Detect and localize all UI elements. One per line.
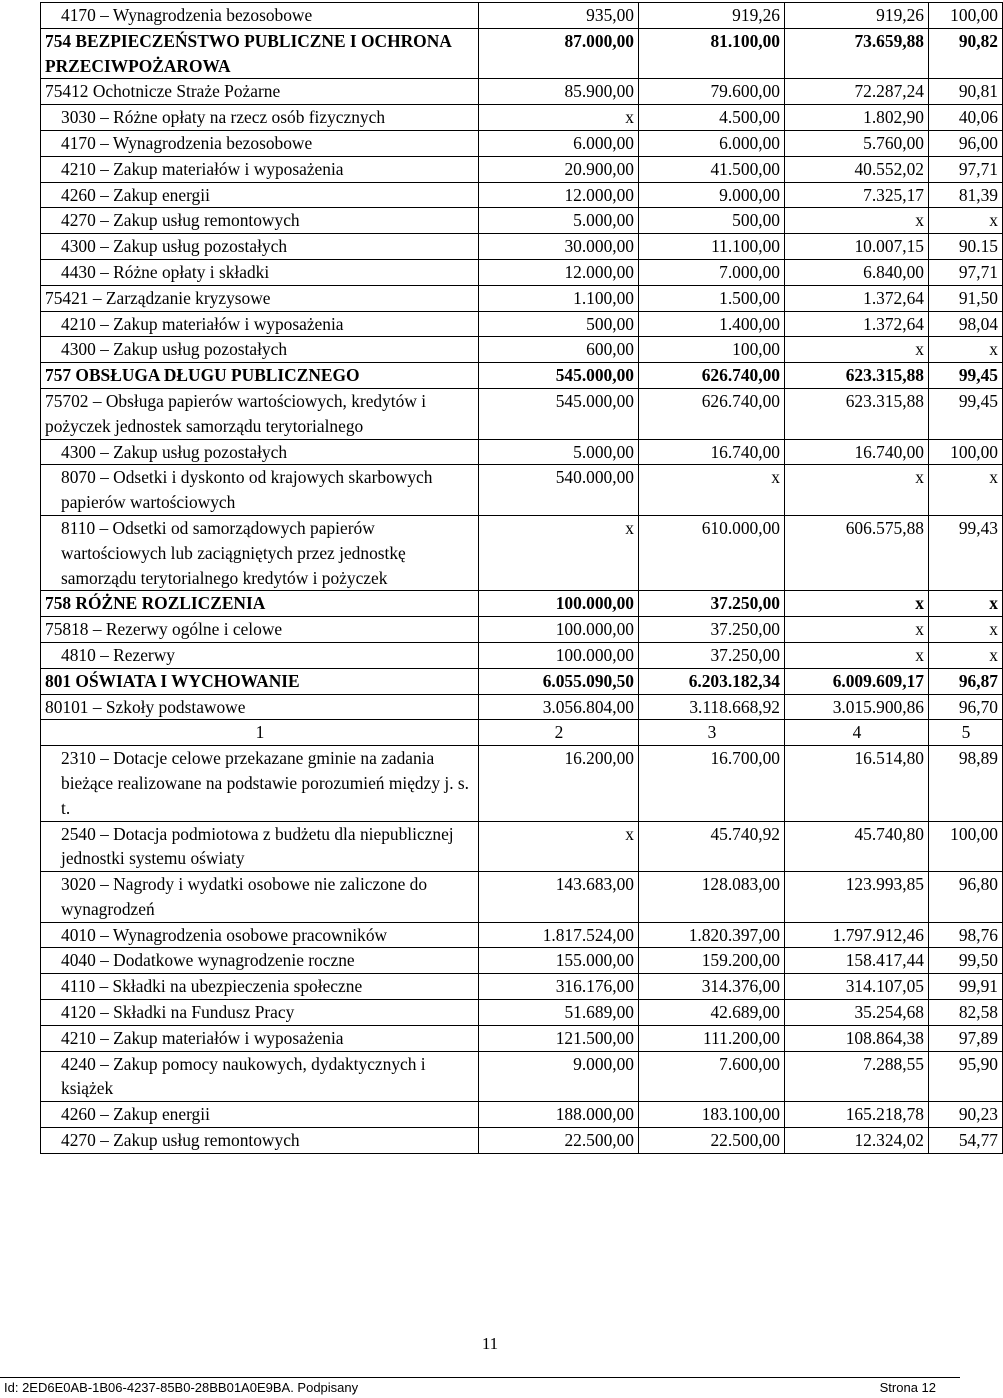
execution-value: 108.864,38 xyxy=(785,1025,929,1051)
plan-value: x xyxy=(479,821,639,872)
execution-value: x xyxy=(785,465,929,516)
row-label: 4170 – Wynagrodzenia bezosobowe xyxy=(41,3,479,29)
percent-value: 90,23 xyxy=(929,1102,1003,1128)
plan-after-changes-value: 626.740,00 xyxy=(639,388,785,439)
row-label: 1 xyxy=(41,720,479,746)
plan-value: 100.000,00 xyxy=(479,642,639,668)
table-body xyxy=(41,3,1003,1154)
row-label: 4300 – Zakup usług pozostałych xyxy=(41,234,479,260)
plan-after-changes-value: 16.700,00 xyxy=(639,746,785,821)
plan-value: 22.500,00 xyxy=(479,1128,639,1154)
row-label: 4260 – Zakup energii xyxy=(41,1102,479,1128)
execution-value: 165.218,78 xyxy=(785,1102,929,1128)
execution-value: 45.740,80 xyxy=(785,821,929,872)
plan-after-changes-value: 183.100,00 xyxy=(639,1102,785,1128)
plan-value: 9.000,00 xyxy=(479,1051,639,1102)
plan-after-changes-value: 1.500,00 xyxy=(639,285,785,311)
table-row xyxy=(41,439,1003,465)
row-label: 2310 – Dotacje celowe przekazane gminie na zadania bieżące realizowane na podstawie porozumień między j. s. t. xyxy=(41,746,479,821)
plan-value: 16.200,00 xyxy=(479,746,639,821)
execution-value: 123.993,85 xyxy=(785,872,929,923)
plan-after-changes-value: 11.100,00 xyxy=(639,234,785,260)
plan-value: 85.900,00 xyxy=(479,79,639,105)
percent-value: 97,71 xyxy=(929,259,1003,285)
execution-value: 919,26 xyxy=(785,3,929,29)
plan-value: 545.000,00 xyxy=(479,363,639,389)
table-row xyxy=(41,642,1003,668)
plan-value: x xyxy=(479,515,639,590)
plan-value: 100.000,00 xyxy=(479,617,639,643)
plan-after-changes-value: 9.000,00 xyxy=(639,182,785,208)
plan-after-changes-value: 3 xyxy=(639,720,785,746)
row-label: 75421 – Zarządzanie kryzysowe xyxy=(41,285,479,311)
execution-value: 4 xyxy=(785,720,929,746)
row-label: 4300 – Zakup usług pozostałych xyxy=(41,439,479,465)
row-label: 80101 – Szkoły podstawowe xyxy=(41,694,479,720)
execution-value: 1.797.912,46 xyxy=(785,922,929,948)
percent-value: 54,77 xyxy=(929,1128,1003,1154)
execution-value: 7.325,17 xyxy=(785,182,929,208)
plan-value: 2 xyxy=(479,720,639,746)
row-label: 2540 – Dotacja podmiotowa z budżetu dla niepublicznej jednostki systemu oświaty xyxy=(41,821,479,872)
table-row xyxy=(41,974,1003,1000)
execution-value: 6.840,00 xyxy=(785,259,929,285)
table-row xyxy=(41,3,1003,29)
plan-value: 1.100,00 xyxy=(479,285,639,311)
percent-value: 95,90 xyxy=(929,1051,1003,1102)
plan-value: 5.000,00 xyxy=(479,208,639,234)
table-row xyxy=(41,1128,1003,1154)
percent-value: 98,04 xyxy=(929,311,1003,337)
table-row xyxy=(41,105,1003,131)
plan-value: 100.000,00 xyxy=(479,591,639,617)
table-row xyxy=(41,311,1003,337)
execution-value: x xyxy=(785,591,929,617)
percent-value: 99,43 xyxy=(929,515,1003,590)
row-label: 8110 – Odsetki od samorządowych papierów wartościowych lub zaciągniętych przez jednostkę samorządu terytorialnego kredytów i pożyczek xyxy=(41,515,479,590)
plan-after-changes-value: 100,00 xyxy=(639,337,785,363)
execution-value: 72.287,24 xyxy=(785,79,929,105)
plan-value: 6.000,00 xyxy=(479,130,639,156)
row-label: 4110 – Składki na ubezpieczenia społeczne xyxy=(41,974,479,1000)
execution-value: 73.659,88 xyxy=(785,28,929,79)
table-row xyxy=(41,234,1003,260)
plan-after-changes-value: 4.500,00 xyxy=(639,105,785,131)
plan-value: 155.000,00 xyxy=(479,948,639,974)
plan-after-changes-value: 81.100,00 xyxy=(639,28,785,79)
plan-after-changes-value: 7.000,00 xyxy=(639,259,785,285)
plan-value: 12.000,00 xyxy=(479,259,639,285)
plan-value: 600,00 xyxy=(479,337,639,363)
table-row xyxy=(41,694,1003,720)
execution-value: 623.315,88 xyxy=(785,388,929,439)
execution-value: 5.760,00 xyxy=(785,130,929,156)
plan-value: 12.000,00 xyxy=(479,182,639,208)
plan-after-changes-value: 37.250,00 xyxy=(639,591,785,617)
percent-value: 81,39 xyxy=(929,182,1003,208)
table-row xyxy=(41,285,1003,311)
percent-value: 5 xyxy=(929,720,1003,746)
percent-value: x xyxy=(929,642,1003,668)
plan-after-changes-value: 111.200,00 xyxy=(639,1025,785,1051)
percent-value: 97,89 xyxy=(929,1025,1003,1051)
percent-value: x xyxy=(929,465,1003,516)
percent-value: 96,70 xyxy=(929,694,1003,720)
execution-value: 3.015.900,86 xyxy=(785,694,929,720)
plan-value: 935,00 xyxy=(479,3,639,29)
table-row xyxy=(41,28,1003,79)
plan-value: 540.000,00 xyxy=(479,465,639,516)
row-label: 4040 – Dodatkowe wynagrodzenie roczne xyxy=(41,948,479,974)
plan-after-changes-value: 22.500,00 xyxy=(639,1128,785,1154)
plan-value: 188.000,00 xyxy=(479,1102,639,1128)
plan-value: 5.000,00 xyxy=(479,439,639,465)
table-row xyxy=(41,182,1003,208)
table-row xyxy=(41,821,1003,872)
row-label: 4210 – Zakup materiałów i wyposażenia xyxy=(41,1025,479,1051)
plan-after-changes-value: 128.083,00 xyxy=(639,872,785,923)
row-label: 758 RÓŻNE ROZLICZENIA xyxy=(41,591,479,617)
plan-after-changes-value: 37.250,00 xyxy=(639,617,785,643)
table-row xyxy=(41,465,1003,516)
row-label: 75818 – Rezerwy ogólne i celowe xyxy=(41,617,479,643)
row-label: 4240 – Zakup pomocy naukowych, dydaktycznych i książek xyxy=(41,1051,479,1102)
plan-after-changes-value: 314.376,00 xyxy=(639,974,785,1000)
table-row xyxy=(41,156,1003,182)
execution-value: 10.007,15 xyxy=(785,234,929,260)
plan-value: 500,00 xyxy=(479,311,639,337)
table-row xyxy=(41,515,1003,590)
table-row xyxy=(41,1051,1003,1102)
percent-value: x xyxy=(929,591,1003,617)
plan-after-changes-value: 6.000,00 xyxy=(639,130,785,156)
execution-value: 314.107,05 xyxy=(785,974,929,1000)
plan-after-changes-value: 41.500,00 xyxy=(639,156,785,182)
budget-table xyxy=(40,2,1003,1154)
table-row xyxy=(41,668,1003,694)
plan-after-changes-value: 500,00 xyxy=(639,208,785,234)
table-row xyxy=(41,617,1003,643)
execution-value: 1.802,90 xyxy=(785,105,929,131)
plan-value: 20.900,00 xyxy=(479,156,639,182)
table-row xyxy=(41,388,1003,439)
row-label: 4300 – Zakup usług pozostałych xyxy=(41,337,479,363)
table-row xyxy=(41,746,1003,821)
plan-after-changes-value: x xyxy=(639,465,785,516)
table-row xyxy=(41,79,1003,105)
row-label: 801 OŚWIATA I WYCHOWANIE xyxy=(41,668,479,694)
plan-after-changes-value: 159.200,00 xyxy=(639,948,785,974)
row-label: 4170 – Wynagrodzenia bezosobowe xyxy=(41,130,479,156)
execution-value: 16.740,00 xyxy=(785,439,929,465)
plan-after-changes-value: 42.689,00 xyxy=(639,1000,785,1026)
execution-value: 7.288,55 xyxy=(785,1051,929,1102)
table-row xyxy=(41,337,1003,363)
execution-value: 158.417,44 xyxy=(785,948,929,974)
percent-value: 98,76 xyxy=(929,922,1003,948)
footer-document-id: Id: 2ED6E0AB-1B06-4237-85B0-28BB01A0E9BA. Podpisany xyxy=(4,1380,359,1395)
percent-value: 96,00 xyxy=(929,130,1003,156)
row-label: 4260 – Zakup energii xyxy=(41,182,479,208)
table-row xyxy=(41,872,1003,923)
percent-value: 99,45 xyxy=(929,388,1003,439)
table-row xyxy=(41,1000,1003,1026)
execution-value: x xyxy=(785,337,929,363)
plan-value: 545.000,00 xyxy=(479,388,639,439)
plan-after-changes-value: 610.000,00 xyxy=(639,515,785,590)
execution-value: x xyxy=(785,617,929,643)
row-label: 4270 – Zakup usług remontowych xyxy=(41,1128,479,1154)
percent-value: 40,06 xyxy=(929,105,1003,131)
percent-value: 99,45 xyxy=(929,363,1003,389)
execution-value: 40.552,02 xyxy=(785,156,929,182)
execution-value: 606.575,88 xyxy=(785,515,929,590)
execution-value: 35.254,68 xyxy=(785,1000,929,1026)
plan-after-changes-value: 7.600,00 xyxy=(639,1051,785,1102)
execution-value: 12.324,02 xyxy=(785,1128,929,1154)
row-label: 75412 Ochotnicze Straże Pożarne xyxy=(41,79,479,105)
percent-value: 90.15 xyxy=(929,234,1003,260)
percent-value: 98,89 xyxy=(929,746,1003,821)
row-label: 757 OBSŁUGA DŁUGU PUBLICZNEGO xyxy=(41,363,479,389)
plan-value: 121.500,00 xyxy=(479,1025,639,1051)
percent-value: 96,80 xyxy=(929,872,1003,923)
plan-value: 51.689,00 xyxy=(479,1000,639,1026)
plan-value: 6.055.090,50 xyxy=(479,668,639,694)
percent-value: x xyxy=(929,617,1003,643)
row-label: 4270 – Zakup usług remontowych xyxy=(41,208,479,234)
percent-value: 90,81 xyxy=(929,79,1003,105)
table-row xyxy=(41,259,1003,285)
table-row xyxy=(41,130,1003,156)
percent-value: 100,00 xyxy=(929,3,1003,29)
execution-value: 1.372,64 xyxy=(785,311,929,337)
plan-after-changes-value: 45.740,92 xyxy=(639,821,785,872)
plan-after-changes-value: 16.740,00 xyxy=(639,439,785,465)
plan-after-changes-value: 79.600,00 xyxy=(639,79,785,105)
percent-value: 100,00 xyxy=(929,821,1003,872)
execution-value: 1.372,64 xyxy=(785,285,929,311)
table-row xyxy=(41,1102,1003,1128)
percent-value: x xyxy=(929,208,1003,234)
percent-value: 100,00 xyxy=(929,439,1003,465)
percent-value: 82,58 xyxy=(929,1000,1003,1026)
plan-value: 316.176,00 xyxy=(479,974,639,1000)
plan-after-changes-value: 1.820.397,00 xyxy=(639,922,785,948)
row-label: 75702 – Obsługa papierów wartościowych, kredytów i pożyczek jednostek samorządu terytorialnego xyxy=(41,388,479,439)
table-row xyxy=(41,363,1003,389)
plan-value: 3.056.804,00 xyxy=(479,694,639,720)
plan-value: 143.683,00 xyxy=(479,872,639,923)
table-row xyxy=(41,922,1003,948)
row-label: 4810 – Rezerwy xyxy=(41,642,479,668)
row-label: 4210 – Zakup materiałów i wyposażenia xyxy=(41,311,479,337)
plan-after-changes-value: 6.203.182,34 xyxy=(639,668,785,694)
row-label: 754 BEZPIECZEŃSTWO PUBLICZNE I OCHRONA PRZECIWPOŻAROWA xyxy=(41,28,479,79)
execution-value: 16.514,80 xyxy=(785,746,929,821)
table-row xyxy=(41,591,1003,617)
percent-value: 99,50 xyxy=(929,948,1003,974)
execution-value: x xyxy=(785,208,929,234)
plan-value: 87.000,00 xyxy=(479,28,639,79)
table-row xyxy=(41,948,1003,974)
table-row xyxy=(41,1025,1003,1051)
plan-after-changes-value: 3.118.668,92 xyxy=(639,694,785,720)
percent-value: 99,91 xyxy=(929,974,1003,1000)
column-number-row xyxy=(41,720,1003,746)
footer-page-label: Strona 12 xyxy=(879,1380,936,1395)
execution-value: x xyxy=(785,642,929,668)
percent-value: 91,50 xyxy=(929,285,1003,311)
row-label: 4430 – Różne opłaty i składki xyxy=(41,259,479,285)
plan-value: x xyxy=(479,105,639,131)
plan-after-changes-value: 1.400,00 xyxy=(639,311,785,337)
plan-value: 1.817.524,00 xyxy=(479,922,639,948)
plan-value: 30.000,00 xyxy=(479,234,639,260)
row-label: 4120 – Składki na Fundusz Pracy xyxy=(41,1000,479,1026)
execution-value: 6.009.609,17 xyxy=(785,668,929,694)
plan-after-changes-value: 626.740,00 xyxy=(639,363,785,389)
row-label: 3030 – Różne opłaty na rzecz osób fizycznych xyxy=(41,105,479,131)
row-label: 4010 – Wynagrodzenia osobowe pracowników xyxy=(41,922,479,948)
row-label: 8070 – Odsetki i dyskonto od krajowych skarbowych papierów wartościowych xyxy=(41,465,479,516)
table-row xyxy=(41,208,1003,234)
percent-value: 90,82 xyxy=(929,28,1003,79)
plan-after-changes-value: 919,26 xyxy=(639,3,785,29)
percent-value: x xyxy=(929,337,1003,363)
page-number: 11 xyxy=(481,1334,499,1353)
percent-value: 97,71 xyxy=(929,156,1003,182)
row-label: 4210 – Zakup materiałów i wyposażenia xyxy=(41,156,479,182)
row-label: 3020 – Nagrody i wydatki osobowe nie zaliczone do wynagrodzeń xyxy=(41,872,479,923)
execution-value: 623.315,88 xyxy=(785,363,929,389)
percent-value: 96,87 xyxy=(929,668,1003,694)
footer xyxy=(0,1377,960,1398)
plan-after-changes-value: 37.250,00 xyxy=(639,642,785,668)
